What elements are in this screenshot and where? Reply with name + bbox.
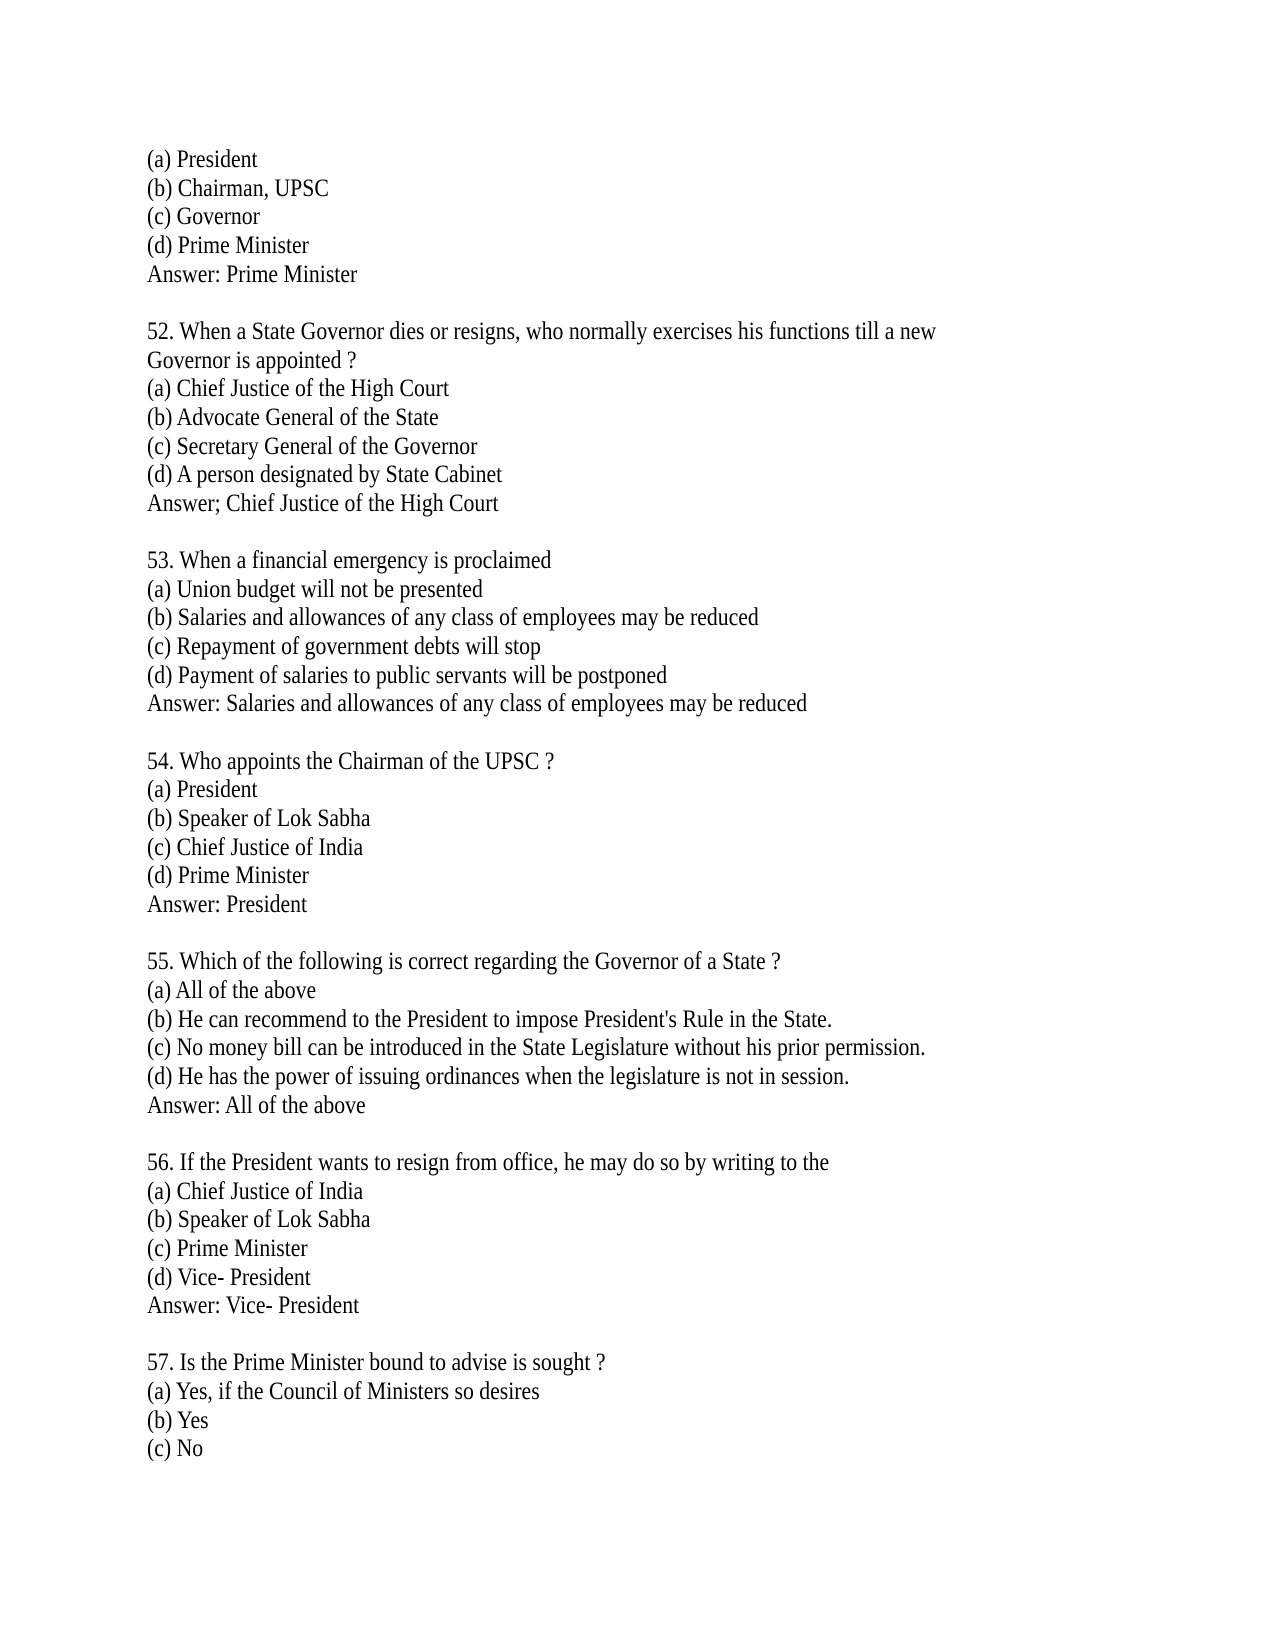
text-line: (c) No bbox=[147, 1435, 204, 1463]
text-line: (d) Payment of salaries to public servants will be postponed bbox=[147, 661, 668, 689]
text-line: 53. When a financial emergency is proclaimed bbox=[147, 547, 552, 575]
text-line: Answer: President bbox=[147, 891, 308, 919]
text-line: 56. If the President wants to resign from office, he may do so by writing to the bbox=[147, 1148, 830, 1176]
text-line: 54. Who appoints the Chairman of the UPSC ? bbox=[147, 747, 555, 775]
question-55 bbox=[147, 948, 936, 1120]
question-list bbox=[147, 146, 936, 1464]
text-line: (c) Secretary General of the Governor bbox=[147, 432, 478, 460]
text-line: (a) Chief Justice of the High Court bbox=[147, 375, 450, 403]
text-line: (b) Speaker of Lok Sabha bbox=[147, 1206, 371, 1234]
question-51-fragment bbox=[147, 146, 936, 289]
text-line: (a) President bbox=[147, 146, 258, 173]
text-line: (b) He can recommend to the President to impose President's Rule in the State. bbox=[147, 1005, 833, 1033]
text-line: (c) Governor bbox=[147, 203, 260, 231]
text-line: 55. Which of the following is correct regarding the Governor of a State ? bbox=[147, 948, 781, 976]
text-line: (a) Yes, if the Council of Ministers so desires bbox=[147, 1378, 540, 1406]
text-line: Answer: Prime Minister bbox=[147, 260, 358, 288]
question-53 bbox=[147, 547, 936, 719]
question-57 bbox=[147, 1349, 936, 1464]
question-52 bbox=[147, 318, 936, 519]
text-line: (a) All of the above bbox=[147, 976, 317, 1004]
text-line: Answer: Vice- President bbox=[147, 1292, 360, 1320]
text-line: (d) Prime Minister bbox=[147, 862, 309, 890]
text-line: 52. When a State Governor dies or resigns, who normally exercises his functions till a new bbox=[147, 317, 937, 345]
text-line: (c) No money bill can be introduced in the State Legislature without his prior permission. bbox=[147, 1034, 926, 1062]
text-line: (a) Union budget will not be presented bbox=[147, 575, 483, 603]
text-line: (b) Chairman, UPSC bbox=[147, 174, 329, 202]
text-line: (b) Advocate General of the State bbox=[147, 403, 439, 431]
text-line: (d) Prime Minister bbox=[147, 231, 309, 259]
text-line: (c) Chief Justice of India bbox=[147, 833, 364, 861]
question-54 bbox=[147, 748, 936, 920]
text-line: (b) Yes bbox=[147, 1406, 209, 1434]
text-line: (b) Speaker of Lok Sabha bbox=[147, 805, 371, 833]
text-line: Answer; Chief Justice of the High Court bbox=[147, 489, 499, 517]
text-line: (d) A person designated by State Cabinet bbox=[147, 461, 503, 489]
text-line: (b) Salaries and allowances of any class of employees may be reduced bbox=[147, 604, 759, 632]
text-line: (c) Prime Minister bbox=[147, 1234, 308, 1262]
question-56 bbox=[147, 1149, 936, 1321]
text-line: (a) Chief Justice of India bbox=[147, 1177, 364, 1205]
text-line: Answer: Salaries and allowances of any class of employees may be reduced bbox=[147, 690, 808, 718]
text-line: 57. Is the Prime Minister bound to advise is sought ? bbox=[147, 1349, 606, 1377]
text-line: (d) He has the power of issuing ordinances when the legislature is not in session. bbox=[147, 1062, 850, 1090]
text-line: (a) President bbox=[147, 776, 258, 804]
text-line: Answer: All of the above bbox=[147, 1091, 366, 1119]
text-line: (d) Vice- President bbox=[147, 1263, 311, 1291]
text-line: Governor is appointed ? bbox=[147, 346, 357, 374]
text-line: (c) Repayment of government debts will stop bbox=[147, 633, 541, 661]
